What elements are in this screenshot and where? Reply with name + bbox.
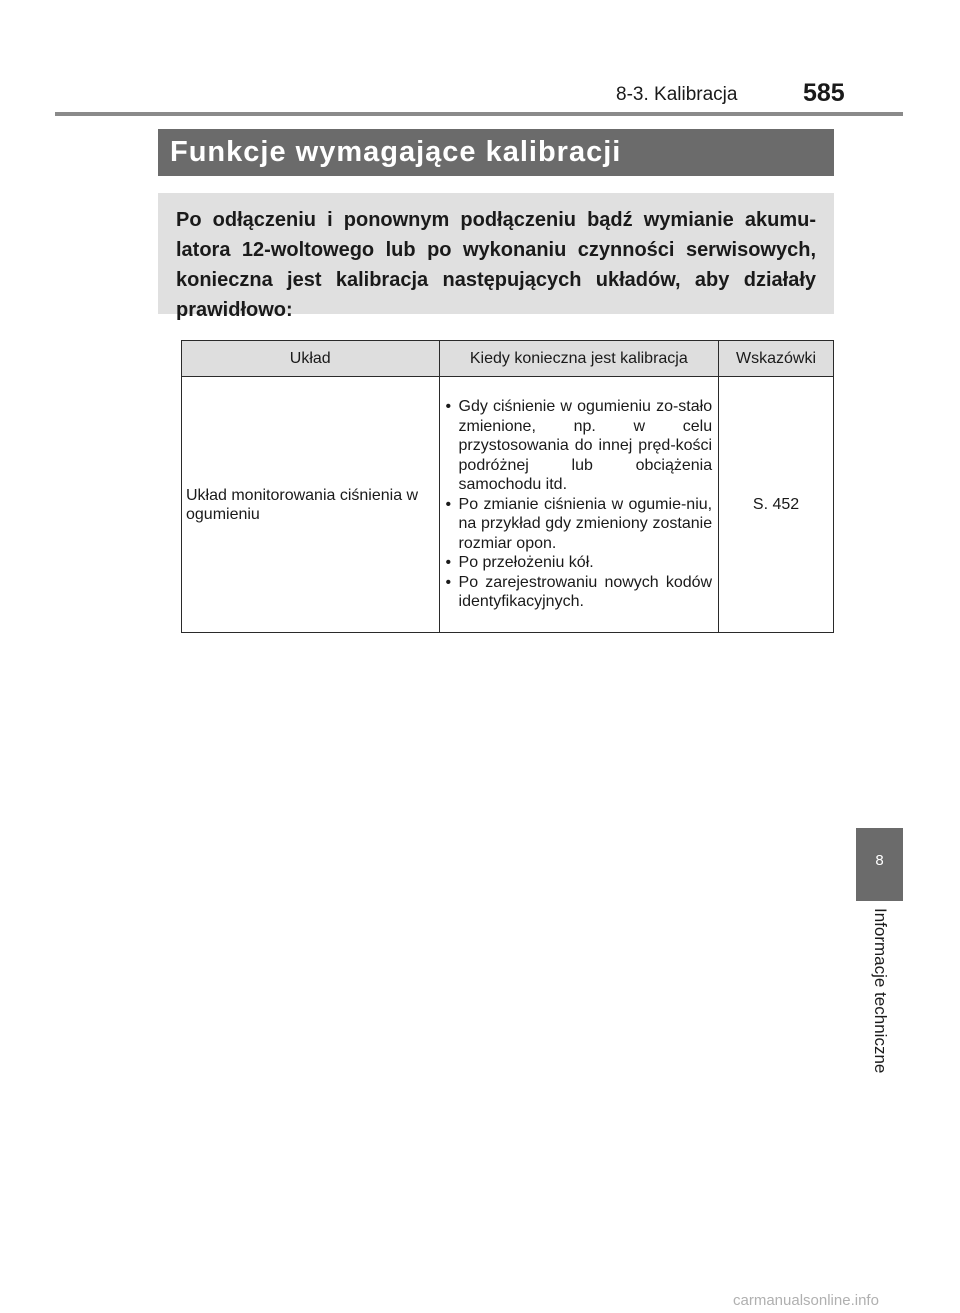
section-title: 8-3. Kalibracja	[616, 84, 738, 105]
calibration-table	[181, 340, 834, 633]
table-header-row	[182, 341, 834, 377]
page-header	[0, 74, 960, 114]
header-notes: Wskazówki	[719, 341, 834, 377]
cell-conditions	[439, 377, 719, 633]
cell-reference: S. 452	[719, 377, 834, 633]
chapter-number: 8	[875, 852, 884, 869]
header-when: Kiedy konieczna jest kalibracja	[439, 341, 719, 377]
list-item: • Po przełożeniu kół.	[446, 553, 713, 573]
table-row	[182, 377, 834, 633]
list-item: • Gdy ciśnienie w ogumieniu zo-stało zmienione, np. w celu przystosowania do innej pręd-kości podróżnej lub obciążenia samochodu itd.	[446, 397, 713, 495]
page-number: 585	[803, 79, 845, 107]
list-item: • Po zmianie ciśnienia w ogumie-niu, na przykład gdy zmieniony zostanie rozmiar opon.	[446, 495, 713, 554]
header-divider	[55, 112, 903, 116]
section-heading: Funkcje wymagające kalibracji	[170, 136, 622, 168]
list-item: • Po zarejestrowaniu nowych kodów identyfikacyjnych.	[446, 573, 713, 612]
chapter-tab	[856, 828, 903, 901]
section-heading-bar	[158, 129, 834, 176]
conditions-list	[446, 397, 713, 612]
chapter-label: Informacje techniczne	[871, 908, 890, 1074]
watermark: carmanualsonline.info	[733, 1292, 879, 1309]
intro-box	[158, 193, 834, 321]
cell-system: Układ monitorowania ciśnienia w ogumieniu	[182, 377, 440, 633]
intro-text: Po odłączeniu i ponownym podłączeniu bądź wymianie akumu-latora 12-woltowego lub po wykonaniu czynności serwisowych, konieczna jest kalibracja następujących układów, aby działały prawidłowo:	[176, 209, 816, 321]
header-system: Układ	[182, 341, 440, 377]
